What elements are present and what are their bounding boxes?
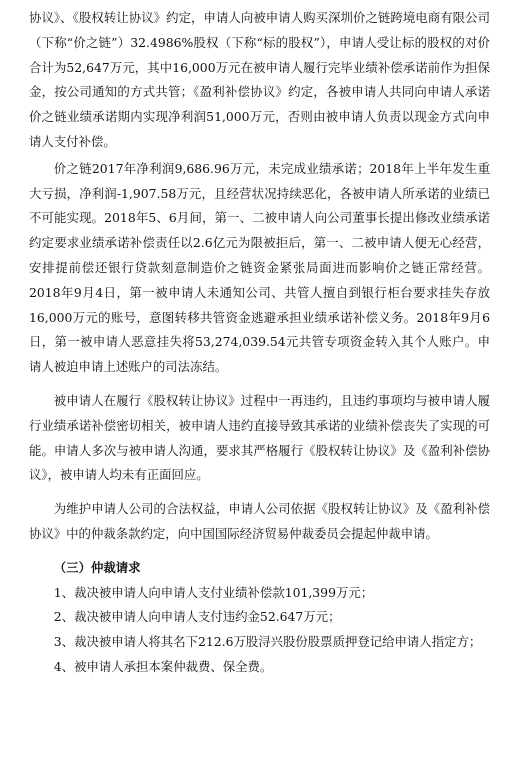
claim-item: 4、被申请人承担本案仲裁费、保全费。 [53, 658, 273, 674]
claim-item: 3、裁决被申请人将其名下212.6万股浔兴股份股票质押登记给申请人指定方； [53, 634, 482, 650]
paragraph-performance-default: 价之链2017年净利润9,686.96万元，未完成业绩承诺；2018年上半年发生重大亏损，净利润-1,907.58万元，且经营状况持续恶化，各被申请人所承诺的业绩已不可能实现。2018年5、6月间，第一、二被申请人向公司董事长提出修改业绩承诺约定要求业绩承诺补偿责任以2.6亿元为限被拒后，第一、二被申请人便无心经营，安排提前偿还银行贷款刻意制造价之链资金紧张局面进而影响价之链正常经营。2018年9月4日，第一被申请人未通知公司、共管人擅自到银行柜台要求挂失存放16,000万元的账号，意图转移共管资金逃避承担业绩承诺补偿义务。2018年9月6日，第一被申请人恶意挂失将53,274,039.54元共管专项资金转入其个人账户。申请人被迫申请上述账户的司法冻结。 [29, 160, 490, 375]
paragraph-breach: 被申请人在履行《股权转让协议》过程中一再违约，且违约事项均与被申请人履行业绩承诺补偿密切相关，被申请人违约直接导致其承诺的业绩补偿丧失了实现的可能。申请人多次与被申请人沟通，要求其严格履行《股权转让协议》及《盈利补偿协议》，被申请人均未有正面回应。 [29, 392, 490, 483]
paragraph-agreement-terms: 协议》、《股权转让协议》约定，申请人向被申请人购买深圳价之链跨境电商有限公司（下称“价之链”）32.4986%股权（下称“标的股权”），申请人受让标的股权的对价合计为52,647万元，其中16,000万元在被申请人履行完毕业绩补偿承诺前作为担保金，按公司通知的方式共管；《盈利补偿协议》约定，各被申请人共同向申请人承诺价之链业绩承诺期内实现净利润51,000万元，否则由被申请人负责以现金方式向申请人支付补偿。 [29, 10, 490, 149]
paragraph-arbitration-basis: 为维护申请人公司的合法权益，申请人公司依据《股权转让协议》及《盈利补偿协议》中的仲裁条款约定，向中国国际经济贸易仲裁委员会提起仲裁申请。 [29, 501, 490, 541]
claim-item: 2、裁决被申请人向申请人支付违约金52.647万元； [53, 609, 341, 625]
claim-item: 1、裁决被申请人向申请人支付业绩补偿款101,399万元； [53, 584, 374, 600]
section-heading-arbitration-claims: （三）仲裁请求 [53, 559, 141, 575]
